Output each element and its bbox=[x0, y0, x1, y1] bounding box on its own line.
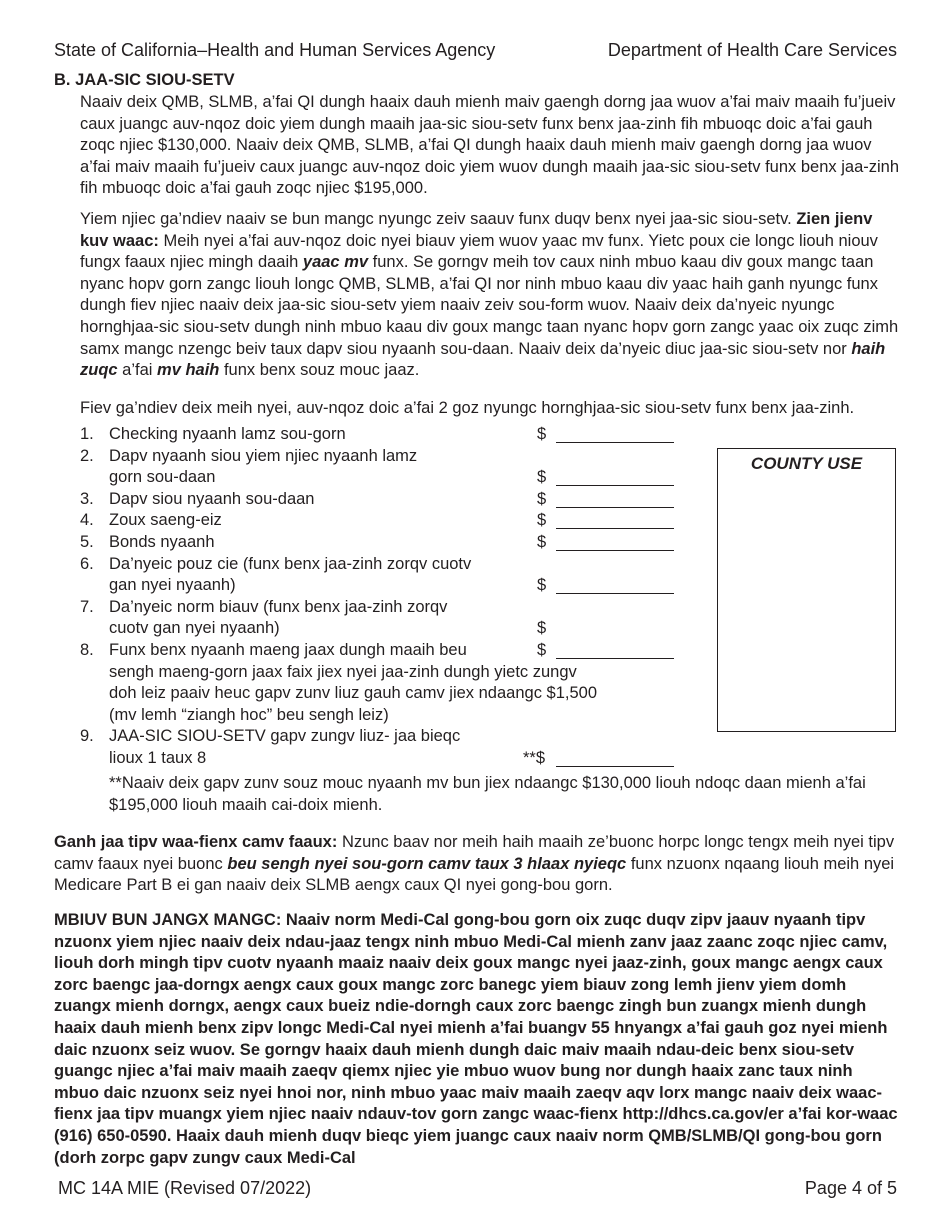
form-number: MC 14A MIE (Revised 07/2022) bbox=[58, 1178, 312, 1198]
item-number: 5. bbox=[80, 532, 94, 551]
amount-field[interactable] bbox=[556, 442, 674, 443]
item-label: Dapv siou nyaanh sou-daan bbox=[109, 489, 315, 508]
item-number: 9. bbox=[80, 727, 94, 746]
item-label: Funx benx nyaanh maeng jaax dungh maaih beu bbox=[109, 640, 467, 659]
asset-item-3 bbox=[80, 489, 720, 511]
asset-item-2 bbox=[80, 446, 720, 489]
item-number: 4. bbox=[80, 511, 94, 530]
header-agency: State of California–Health and Human Services Agency bbox=[54, 40, 496, 60]
dollar-sign: $ bbox=[537, 468, 547, 487]
transfer-paragraph: Ganh jaa tipv waa-fienx camv faaux: Nzunc baav nor meih haih maaih ze’buonc horpc longc tengx meih nyei tipv camv faaux nyei buonc beu sengh nyei sou-gorn camv taux 3 hlaax nyieqc funx nzuonx nqaang liouh meih nyei Medicare Part B ei gan naaiv deix SLMB aengx caux QI nyei gong-bou gorn. bbox=[54, 833, 895, 895]
asset-item-1 bbox=[80, 424, 720, 446]
asset-item-9 bbox=[80, 726, 720, 769]
dollar-sign: $ bbox=[537, 576, 547, 595]
dollar-sign: $ bbox=[537, 425, 547, 443]
item-label: Dapv nyaanh siou yiem njiec nyaanh lamz bbox=[109, 446, 418, 465]
item-number: 3. bbox=[80, 489, 94, 508]
item-label: doh leiz paaiv heuc gapv zunv liuz gauh camv jiex ndaangc $1,500 bbox=[109, 684, 597, 703]
section-paragraph-1: Naaiv deix QMB, SLMB, a’fai QI dungh haaix dauh mienh maiv gaengh dorng jaa wuov a’fai maiv maaih fu’jueiv caux juangc auv-nqoz doic yiem dungh maaih jaa-sic siou-setv funx benx jaa-zinh fih mbuoqc doic a’fai gauh zoqc njiec $130,000. Naaiv deix QMB, SLMB, a’fai QI dungh haaix dauh mienh maiv gaengh dorng jaa wuov a’fai maiv maaih fu’jueiv caux juangc auv-nqoz doic yiem wuov dungh maaih jaa-sic siou-setv funx benx jaa-zinh fih mbuoqc doic a’fai gauh zoqc njiec $195,000. bbox=[80, 93, 900, 198]
item-label: lioux 1 taux 8 bbox=[109, 748, 207, 767]
important-notice: MBIUV BUN JANGX MANGC: Naaiv norm Medi-Cal gong-bou gorn oix zuqc duqv zipv jaauv nyaanh tipv nzuonx yiem njiec naaiv deix ndau-jaaz tengx ninh mbuo Medi-Cal mienh zanv jaaz zaanc zoqc njiec camv, liouh dorh mingh tipv cuotv nyaanh maaiz naaiv deix goux mangc nyei jaaz-zinh, goux mangc aengx caux zorc baengc jaa-dorngx aengx caux goux mangc zorc banegc yiem biauv zong lemh jienv yiem domh zuangx mienh dorngx, aengx caux bueiz ndie-dorngh caux zorc baengc zingh bun zuangx mienh dungh haaix dauh mienh benx zipv longc Medi-Cal nyei mienh a’fai buangv 55 hnyangx a’fai gauh goz nyei mienh daic nzuonx seiz wuov. Se gorngv haaix dauh mienh dungh daic maiv maaih ndau-deic benx siou-setv guangc njiec a’fai maiv maaih zaeqv qiemx njiec yie mbuo wuov bung nor dungh haaix zanc taux ninh mbuo daic nzuonx seiz nyei hnoi nor, ninh mbuo yaac maiv maaih zaeqv aqv lorx mangc naaiv deix waac-fienx jaa tipv muangx yiem njiec naaiv ndauv-tov gorn zangc waac-fienx http://dhcs.ca.gov/er a’fai kor-waac (916) 650-0590. Haaix dauh mienh duqv bieqc yiem juangc caux naaiv norm QMB/SLMB/QI gong-bou gorn (dorh zorpc gapv zungv caux Medi-Cal bbox=[54, 911, 898, 1167]
dollar-sign: $ bbox=[537, 640, 547, 659]
item-label: Zoux saeng-eiz bbox=[109, 511, 222, 530]
item-label: Bonds nyaanh bbox=[109, 532, 215, 551]
section-paragraph-2: Yiem njiec ga’ndiev naaiv se bun mangc nyungc zeiv saauv funx duqv benx nyei jaa-sic siou-setv. Zien jienv kuv waac: Meih nyei a’fai auv-nqoz doic nyei biauv yiem wuov yaac mv funx. Yietc poux cie longc liouh niouv fungx faaux njiec mingh daaih yaac mv funx. Se gorngv meih tov caux ninh mbuo kaau div goux mangc taan nyanc hopv gorn zangc liouh longc QMB, SLMB, a’fai QI nor ninh mbuo kaau div yaac haih ganh nyungc funx dungh fiev njiec naaiv deix jaa-sic siou-setv yiem naaiv zeiv sou-form wuov. Naaiv deix da’nyeic nyungc hornghjaa-sic siou-setv dungh ninh mbuo kaau div goux mangc taan nyanc hopv gorn zangc yaac oix zuqc zimh samx mangc nzengc beiv taux dapv siou nyaanh sou-daan. Naaiv deix da’nyeic diuc jaa-sic siou-setv nor haih zuqc a’fai mv haih funx benx souz mouc jaaz. bbox=[80, 210, 899, 380]
amount-field[interactable] bbox=[556, 528, 674, 529]
item-label: sengh maeng-gorn jaax faix jiex nyei jaa-zinh dungh yietc zungv bbox=[109, 662, 577, 681]
item-number: 7. bbox=[80, 597, 94, 616]
item-label: Da’nyeic norm biauv (funx benx jaa-zinh zorqv bbox=[109, 597, 448, 616]
amount-field[interactable] bbox=[556, 507, 674, 508]
dollar-sign: $ bbox=[537, 619, 547, 638]
dollar-sign: **$ bbox=[523, 748, 546, 767]
county-use-box bbox=[717, 448, 896, 732]
amount-field[interactable] bbox=[556, 658, 674, 659]
asset-item-4 bbox=[80, 510, 720, 532]
asset-item-8 bbox=[80, 640, 720, 726]
amount-field[interactable] bbox=[556, 593, 674, 594]
assets-list bbox=[80, 424, 720, 770]
item-label: JAA-SIC SIOU-SETV gapv zungv liuz- jaa bieqc bbox=[109, 727, 461, 746]
item-number: 6. bbox=[80, 554, 94, 573]
asset-item-6 bbox=[80, 554, 720, 597]
dollar-sign: $ bbox=[537, 511, 547, 530]
page-number: Page 4 of 5 bbox=[804, 1178, 897, 1198]
amount-field[interactable] bbox=[556, 550, 674, 551]
section-title: B. JAA-SIC SIOU-SETV bbox=[54, 71, 235, 89]
item-label: Da’nyeic pouz cie (funx benx jaa-zinh zorqv cuotv bbox=[109, 554, 472, 573]
county-use-title: COUNTY USE bbox=[750, 454, 863, 473]
item-label: gorn sou-daan bbox=[109, 468, 216, 487]
section-paragraph-3: Fiev ga’ndiev deix meih nyei, auv-nqoz doic a’fai 2 goz nyungc hornghjaa-sic siou-setv funx benx jaa-zinh. bbox=[80, 399, 855, 417]
footnote: **Naaiv deix gapv zunv souz mouc nyaanh mv bun jiex ndaangc $130,000 liouh ndoqc daan mienh a’fai $195,000 liouh maaih cai-doix mienh. bbox=[109, 774, 866, 814]
dollar-sign: $ bbox=[537, 532, 547, 551]
item-label: cuotv gan nyei nyaanh) bbox=[109, 619, 280, 638]
item-number: 8. bbox=[80, 640, 94, 659]
item-label: Checking nyaanh lamz sou-gorn bbox=[109, 425, 346, 443]
amount-field[interactable] bbox=[556, 485, 674, 486]
asset-item-5 bbox=[80, 532, 720, 554]
item-number: 2. bbox=[80, 446, 94, 465]
header-department: Department of Health Care Services bbox=[607, 40, 897, 60]
dollar-sign: $ bbox=[537, 489, 547, 508]
item-label: gan nyei nyaanh) bbox=[109, 576, 236, 595]
item-label: (mv lemh “ziangh hoc” beu sengh leiz) bbox=[109, 705, 389, 724]
asset-item-7 bbox=[80, 597, 720, 640]
item-number: 1. bbox=[80, 425, 94, 443]
total-amount-field[interactable] bbox=[556, 766, 674, 767]
